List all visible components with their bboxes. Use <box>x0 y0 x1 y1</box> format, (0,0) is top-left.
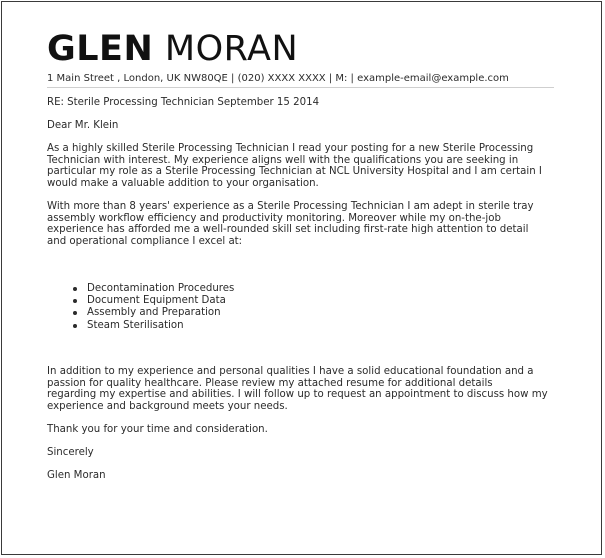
first-name: GLEN <box>47 29 154 69</box>
paragraph-line: assembly workflow efficiency and productivity monitoring. Moreover while my on-the-job <box>47 212 501 224</box>
contact-line: 1 Main Street , London, UK NW80QE | (020) XXXX XXXX | M: | example-email@example.com <box>47 73 509 84</box>
signature: Glen Moran <box>47 470 106 481</box>
paragraph-line: particular my role as a Sterile Processing Technician at NCL University Hospital and I am certain I <box>47 166 542 177</box>
list-item: Document Equipment Data <box>87 295 234 307</box>
subject-line: RE: Sterile Processing Technician September 15 2014 <box>47 97 320 108</box>
salutation: Dear Mr. Klein <box>47 120 119 131</box>
paragraph-line: In addition to my experience and personal qualities I have a solid educational foundation and a <box>47 366 534 377</box>
list-item: Steam Sterilisation <box>87 320 234 332</box>
paragraph-intro <box>47 143 565 189</box>
paragraph-line: Technician with interest. My experience aligns well with the qualifications you are seeking in <box>47 154 519 166</box>
letter-page <box>1 1 602 555</box>
header-divider <box>47 87 554 88</box>
paragraph-line: With more than 8 years' experience as a Sterile Processing Technician I am adept in sterile tray <box>47 201 534 212</box>
paragraph-education <box>47 366 565 412</box>
paragraph-line: As a highly skilled Sterile Processing Technician I read your posting for a new Sterile Processing <box>47 143 534 154</box>
paragraph-line: experience has afforded me a well-rounded skill set including first-rate high attention to detail <box>47 224 529 235</box>
paragraph-line: regarding my expertise and abilities. I will follow up to request an appointment to discuss how my <box>47 389 548 400</box>
applicant-name <box>47 29 298 69</box>
list-item: Decontamination Procedures <box>87 283 235 294</box>
thanks-line: Thank you for your time and consideration. <box>47 424 268 435</box>
skills-list <box>47 283 234 332</box>
paragraph-line: and operational compliance I excel at: <box>47 235 243 247</box>
paragraph-experience <box>47 201 565 247</box>
list-item: Assembly and Preparation <box>87 307 234 319</box>
closing: Sincerely <box>47 447 94 458</box>
paragraph-line: would make a valuable addition to your organisation. <box>47 177 319 189</box>
paragraph-line: experience and background meets your needs. <box>47 400 288 412</box>
last-name: MORAN <box>164 29 299 69</box>
paragraph-line: passion for quality healthcare. Please review my attached resume for additional details <box>47 377 493 389</box>
